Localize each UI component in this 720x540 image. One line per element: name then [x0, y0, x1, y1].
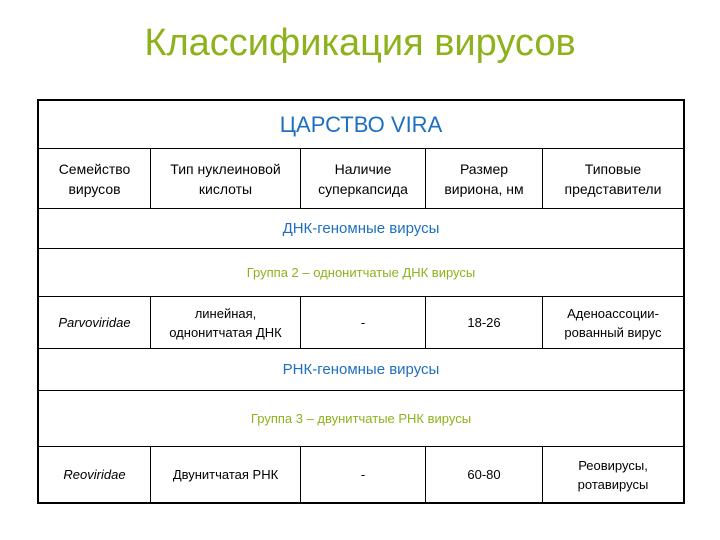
header-row [39, 149, 683, 209]
section-row [39, 349, 683, 391]
representatives-cell: Реовирусы, ротавирусы [542, 447, 683, 502]
header-supercapsid: Наличие суперкапсида [300, 149, 425, 208]
group-row [39, 391, 683, 447]
page-title: Классификация вирусов [144, 22, 576, 64]
section-title-dna: ДНК-геномные вирусы [282, 220, 440, 237]
nucleic-acid-cell: Двунитчатая РНК [150, 447, 300, 502]
family-cell: Reoviridae [63, 467, 126, 482]
section-row [39, 209, 683, 249]
group-title-rna: Группа 3 – двунитчатые РНК вирусы [250, 411, 472, 426]
header-family: Семейство вирусов [58, 160, 131, 197]
nucleic-acid-cell: линейная, однонитчатая ДНК [150, 297, 300, 348]
kingdom-title: ЦАРСТВО VIRA [279, 112, 443, 137]
size-cell: 18-26 [425, 297, 542, 348]
section-title-rna: РНК-геномные вирусы [282, 361, 440, 378]
header-representatives: Типовые представители [542, 149, 683, 208]
representatives-cell: Аденоассоции-рованный вирус [542, 297, 683, 348]
group-row [39, 249, 683, 297]
supercapsid-cell: - [300, 447, 425, 502]
header-nucleic-acid: Тип нуклеиновой кислоты [150, 149, 300, 208]
classification-table [37, 99, 685, 504]
table-row [39, 447, 683, 502]
size-cell: 60-80 [425, 447, 542, 502]
supercapsid-cell: - [300, 297, 425, 348]
family-cell: Parvoviridae [58, 315, 131, 330]
group-title-dna: Группа 2 – однонитчатые ДНК вирусы [246, 265, 476, 280]
header-size: Размер вириона, нм [425, 149, 542, 208]
kingdom-row [39, 101, 683, 149]
table-row [39, 297, 683, 349]
